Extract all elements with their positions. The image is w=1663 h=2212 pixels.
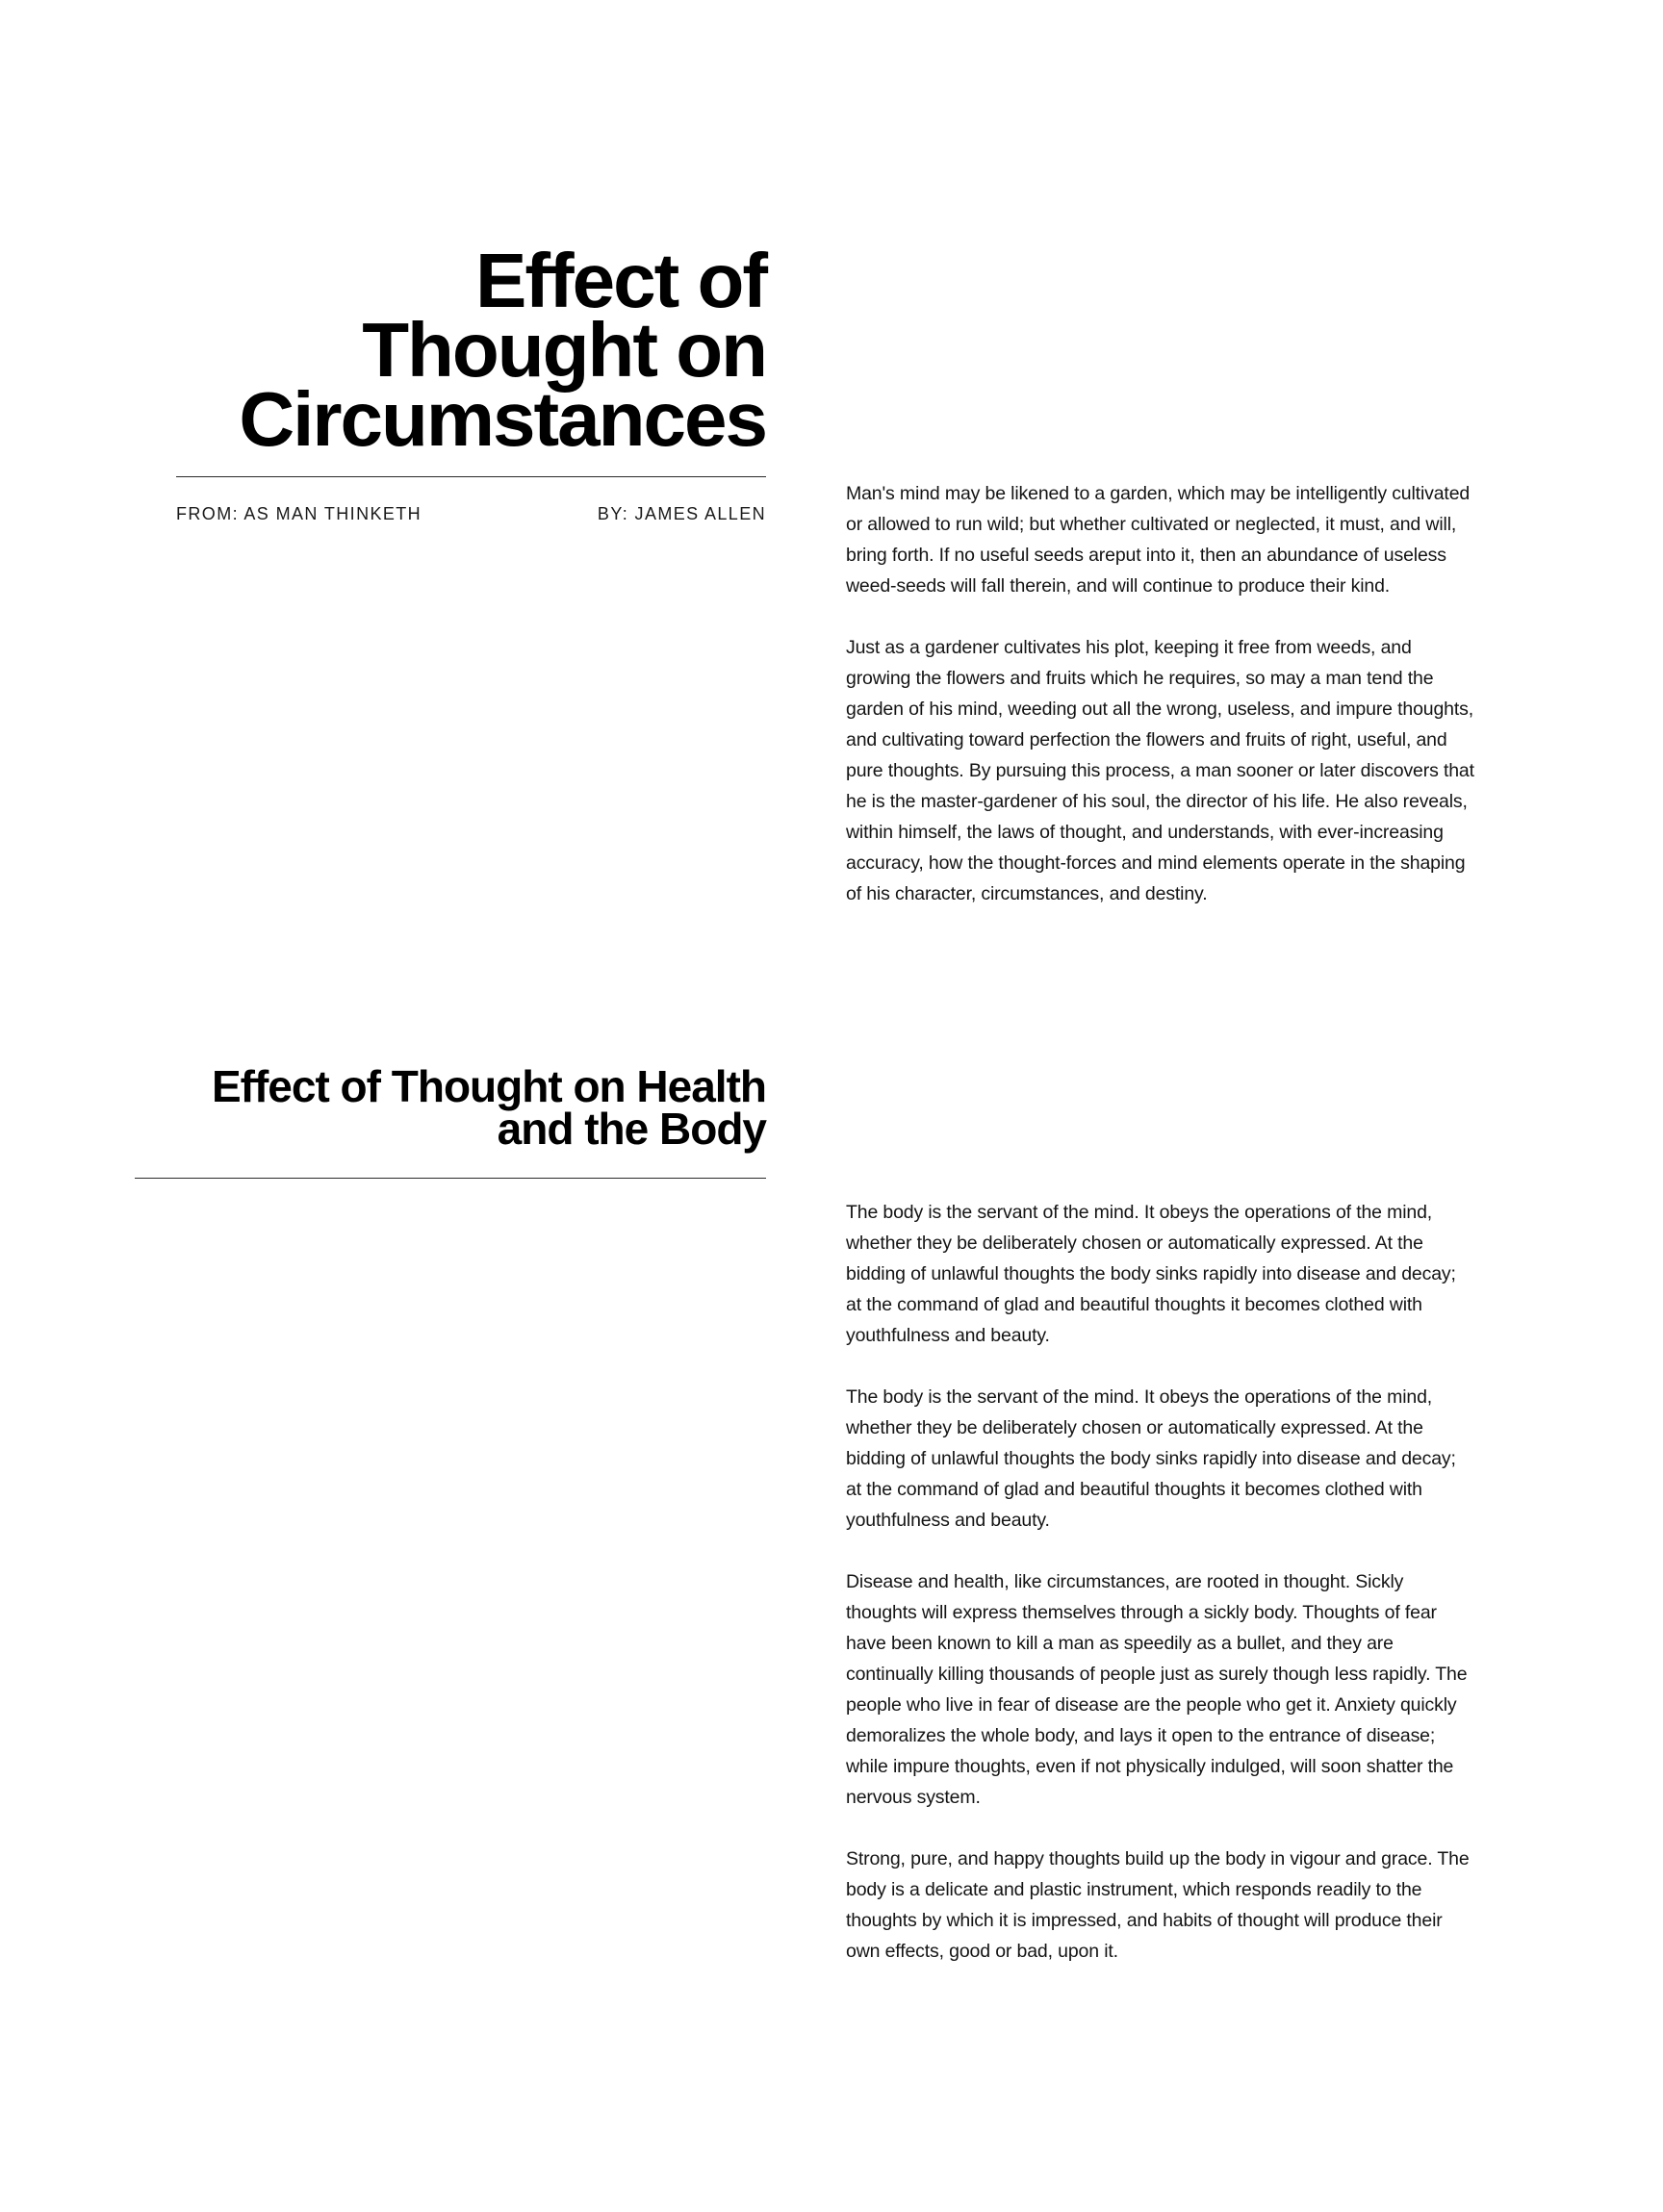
- text-line: of his character, circumstances, and destiny.: [846, 883, 1208, 904]
- book-meta: [176, 502, 766, 525]
- heading-divider: [135, 1178, 766, 1179]
- heading-line: Effect of Thought on Health: [211, 1061, 766, 1111]
- text-line: youthfulness and beauty.: [846, 1510, 1050, 1531]
- paragraph: [846, 1197, 1558, 1351]
- section-body: [846, 478, 1558, 909]
- text-line: bidding of unlawful thoughts the body sinks rapidly into disease and decay;: [846, 1263, 1456, 1284]
- text-line: Strong, pure, and happy thoughts build up the body in vigour and grace. The: [846, 1848, 1470, 1869]
- text-line: accuracy, how the thought-forces and mind elements operate in the shaping: [846, 852, 1466, 874]
- text-line: garden of his mind, weeding out all the wrong, useless, and impure thoughts,: [846, 699, 1474, 720]
- text-line: The body is the servant of the mind. It obeys the operations of the mind,: [846, 1202, 1433, 1223]
- paragraph: [846, 1382, 1558, 1536]
- text-line: and cultivating toward perfection the flowers and fruits of right, useful, and: [846, 729, 1447, 750]
- source-label: FROM: AS MAN THINKETH: [176, 504, 422, 523]
- text-line: have been known to kill a man as speedily as a bullet, and they are: [846, 1633, 1394, 1654]
- text-line: at the command of glad and beautiful thoughts it becomes clothed with: [846, 1479, 1422, 1500]
- text-line: bring forth. If no useful seeds areput into it, then an abundance of useless: [846, 545, 1446, 566]
- paragraph: [846, 478, 1558, 601]
- title-divider: [176, 476, 766, 477]
- text-line: Disease and health, like circumstances, are rooted in thought. Sickly: [846, 1571, 1404, 1592]
- text-line: thoughts will express themselves through a sickly body. Thoughts of fear: [846, 1602, 1437, 1623]
- text-line: Just as a gardener cultivates his plot, keeping it free from weeds, and: [846, 637, 1412, 658]
- text-line: weed-seeds will fall therein, and will continue to produce their kind.: [846, 575, 1391, 597]
- title-line: Effect of: [475, 238, 766, 323]
- text-line: demoralizes the whole body, and lays it open to the entrance of disease;: [846, 1725, 1436, 1746]
- text-line: while impure thoughts, even if not physically indulged, will soon shatter the: [846, 1756, 1454, 1777]
- text-line: within himself, the laws of thought, and understands, with ever-increasing: [846, 822, 1444, 843]
- text-line: whether they be deliberately chosen or automatically expressed. At the: [846, 1417, 1423, 1438]
- chapter-title: [176, 238, 766, 462]
- author-label: BY: JAMES ALLEN: [597, 504, 766, 523]
- text-line: growing the flowers and fruits which he requires, so may a man tend the: [846, 668, 1434, 689]
- text-line: bidding of unlawful thoughts the body sinks rapidly into disease and decay;: [846, 1448, 1456, 1469]
- text-line: continually killing thousands of people just as surely though less rapidly. The: [846, 1664, 1468, 1685]
- paragraph: [846, 1566, 1558, 1813]
- paragraph: [846, 632, 1558, 909]
- text-line: or allowed to run wild; but whether cultivated or neglected, it must, and will,: [846, 514, 1457, 535]
- text-line: own effects, good or bad, upon it.: [846, 1941, 1118, 1962]
- text-line: people who live in fear of disease are the people who get it. Anxiety quickly: [846, 1694, 1457, 1716]
- paragraph: [846, 1843, 1558, 1967]
- text-line: youthfulness and beauty.: [846, 1325, 1050, 1346]
- text-line: body is a delicate and plastic instrument, which responds readily to the: [846, 1879, 1422, 1900]
- title-line: Thought on: [362, 307, 766, 393]
- text-line: thoughts by which it is impressed, and habits of thought will produce their: [846, 1910, 1443, 1931]
- text-line: he is the master-gardener of his soul, the director of his life. He also reveals,: [846, 791, 1468, 812]
- text-line: pure thoughts. By pursuing this process, a man sooner or later discovers that: [846, 760, 1474, 781]
- text-line: Man's mind may be likened to a garden, which may be intelligently cultivated: [846, 483, 1471, 504]
- text-line: at the command of glad and beautiful thoughts it becomes clothed with: [846, 1294, 1422, 1315]
- heading-line: and the Body: [497, 1104, 766, 1154]
- text-line: The body is the servant of the mind. It obeys the operations of the mind,: [846, 1386, 1433, 1408]
- text-line: whether they be deliberately chosen or automatically expressed. At the: [846, 1233, 1423, 1254]
- section-heading: [135, 1061, 766, 1154]
- text-line: nervous system.: [846, 1787, 981, 1808]
- section-body: [846, 1197, 1558, 1967]
- title-line: Circumstances: [239, 376, 766, 462]
